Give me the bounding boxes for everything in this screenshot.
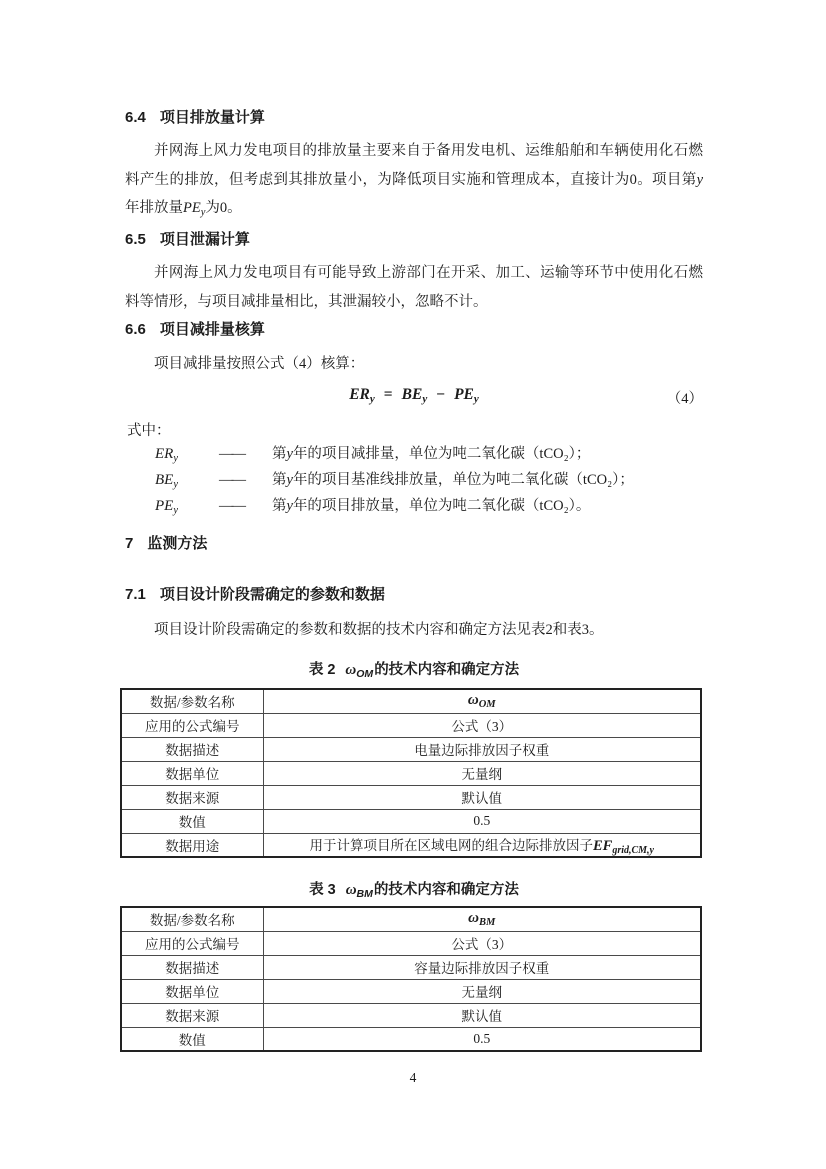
row-label-cell: 数值 [121, 1027, 263, 1051]
math-subscript: y [173, 479, 178, 490]
table-caption-text: 的技术内容和确定方法 [374, 662, 520, 678]
math-subscript: grid,CM,y [612, 844, 654, 856]
math-var: PE [155, 498, 174, 514]
definition-text [272, 493, 590, 519]
row-value-cell: 0.5 [263, 809, 701, 833]
omega-symbol: ω [345, 662, 357, 678]
row-label-cell: 数据来源 [121, 1003, 263, 1027]
definition-text [272, 441, 590, 467]
table-row [121, 761, 701, 785]
omega-symbol: ω [467, 692, 479, 709]
table-caption-text: 的技术内容和确定方法 [373, 882, 519, 898]
cell-text: 用于计算项目所在区域电网的组合边际排放因子 [309, 837, 593, 853]
paragraph-6-4 [125, 137, 703, 228]
table-3-caption [125, 878, 703, 900]
row-label-cell: 应用的公式编号 [121, 713, 263, 737]
math-subscript: y [200, 207, 206, 218]
paragraph-text: 为0。 [205, 200, 242, 216]
table-row [121, 907, 701, 931]
table-caption-label: 表 3 [309, 882, 336, 898]
definition-dash: —— [219, 472, 244, 488]
omega-subscript: BM [356, 888, 373, 900]
table-row [121, 955, 701, 979]
section-heading-6-5 [125, 228, 250, 249]
section-title: 项目泄漏计算 [159, 231, 250, 248]
omega-symbol: ω [345, 882, 357, 898]
section-title: 项目设计阶段需确定的参数和数据 [159, 586, 385, 603]
row-value-cell: 公式（3） [263, 931, 701, 955]
definition-row [125, 441, 703, 467]
row-value-cell: 默认值 [263, 785, 701, 809]
definition-dash: —— [219, 446, 244, 462]
math-var-y: y [286, 472, 293, 488]
definition-text-part: 年的项目减排量，单位为吨二氧化碳（tCO₂）； [292, 446, 591, 462]
math-subscript: y [173, 505, 178, 516]
row-value-cell: 容量边际排放因子权重 [263, 955, 701, 979]
definition-row [125, 493, 703, 519]
equals-sign: = [383, 386, 393, 403]
math-var-pe: PE [454, 386, 474, 403]
math-var-er: ER [349, 386, 370, 403]
row-value-cell: 公式（3） [263, 713, 701, 737]
table-row [121, 1027, 701, 1051]
section-number: 6.6 [125, 321, 146, 338]
definition-symbol [155, 493, 219, 519]
row-value-cell: 默认值 [263, 1003, 701, 1027]
section-number: 7 [125, 535, 134, 552]
section-title: 项目减排量核算 [159, 321, 265, 338]
section-number: 6.5 [125, 231, 146, 248]
formula-number: （4） [666, 391, 703, 407]
math-var: BE [155, 472, 174, 488]
page-number: 4 [409, 1070, 417, 1085]
definition-text-part: 第 [272, 446, 287, 462]
section-heading-6-4 [125, 106, 265, 127]
row-value-cell: 无量纲 [263, 761, 701, 785]
row-label-cell: 数据描述 [121, 737, 263, 761]
formula-expression [125, 386, 703, 405]
definition-text-part: 第 [272, 498, 287, 514]
omega-subscript: OM [478, 699, 496, 711]
row-label-cell: 数据来源 [121, 785, 263, 809]
row-label-cell: 数据单位 [121, 761, 263, 785]
section-heading-7 [125, 532, 207, 553]
section-heading-6-6 [125, 318, 265, 339]
table-row [121, 979, 701, 1003]
row-value-cell [263, 689, 701, 713]
row-value-cell [263, 907, 701, 931]
definition-symbol [155, 467, 219, 493]
section-number: 7.1 [125, 586, 146, 603]
math-var-pe: PE [183, 200, 201, 216]
paragraph-7-1: 项目设计阶段需确定的参数和数据的技术内容和确定方法见表2和表3。 [154, 622, 604, 638]
section-heading-7-1 [125, 583, 385, 604]
section-title: 项目排放量计算 [159, 109, 265, 126]
math-var-ef: EF [592, 837, 613, 854]
row-label-cell: 数据用途 [121, 833, 263, 857]
table-row [121, 737, 701, 761]
math-var-be: BE [401, 386, 423, 403]
table-row [121, 713, 701, 737]
row-label-cell: 数据/参数名称 [121, 689, 263, 713]
definition-list [125, 441, 703, 519]
table-3 [120, 906, 702, 1052]
table-row [121, 689, 701, 713]
where-label: 式中： [127, 423, 171, 439]
math-var-y: y [286, 498, 293, 514]
row-label-cell: 数据描述 [121, 955, 263, 979]
math-subscript: y [422, 393, 428, 405]
row-value-cell: 电量边际排放因子权重 [263, 737, 701, 761]
definition-text [272, 467, 634, 493]
formula-lead-text: 项目减排量按照公式（4）核算： [154, 356, 365, 372]
table-row [121, 1003, 701, 1027]
paragraph-6-5: 并网海上风力发电项目有可能导致上游部门在开采、加工、运输等环节中使用化石燃料等情形，与项目减排量相比，其泄漏较小，忽略不计。 [125, 265, 703, 310]
table-caption-label: 表 2 [308, 662, 336, 678]
definition-row [125, 467, 703, 493]
table-row [121, 809, 701, 833]
math-subscript: y [369, 393, 375, 405]
section-number: 6.4 [125, 109, 146, 126]
definition-text-part: 第 [272, 472, 287, 488]
omega-subscript: BM [479, 917, 496, 929]
paragraph-text: 年排放量 [125, 200, 183, 216]
definition-dash: —— [219, 498, 244, 514]
table-row [121, 785, 701, 809]
table-2 [120, 688, 702, 858]
definition-symbol [155, 441, 219, 467]
table-2-caption [125, 658, 703, 680]
definition-text-part: 年的项目基准线排放量，单位为吨二氧化碳（tCO₂）； [292, 472, 634, 488]
math-subscript: y [173, 453, 178, 464]
row-value-cell: 0.5 [263, 1027, 701, 1051]
section-title: 监测方法 [147, 535, 208, 552]
math-var-y: y [286, 446, 293, 462]
row-label-cell: 数据/参数名称 [121, 907, 263, 931]
row-label-cell: 数据单位 [121, 979, 263, 1003]
math-var-y: y [696, 171, 703, 188]
table-row [121, 833, 701, 857]
row-label-cell: 应用的公式编号 [121, 931, 263, 955]
paragraph-text: 并网海上风力发电项目的排放量主要来自于备用发电机、运维船舶和车辆使用化石燃料产生的排放，但考虑到其排放量小，为降低项目实施和管理成本，直接计为0。项目第 [125, 143, 703, 188]
row-value-cell: 无量纲 [263, 979, 701, 1003]
formula-4-row [125, 386, 703, 412]
omega-symbol: ω [468, 910, 479, 927]
definition-text-part: 年的项目排放量，单位为吨二氧化碳（tCO₂）。 [292, 498, 591, 514]
minus-sign: − [436, 386, 446, 403]
table-row [121, 931, 701, 955]
row-value-cell [263, 833, 701, 857]
row-label-cell: 数值 [121, 809, 263, 833]
math-subscript: y [473, 393, 479, 405]
omega-subscript: OM [356, 668, 374, 680]
math-var: ER [155, 446, 174, 462]
